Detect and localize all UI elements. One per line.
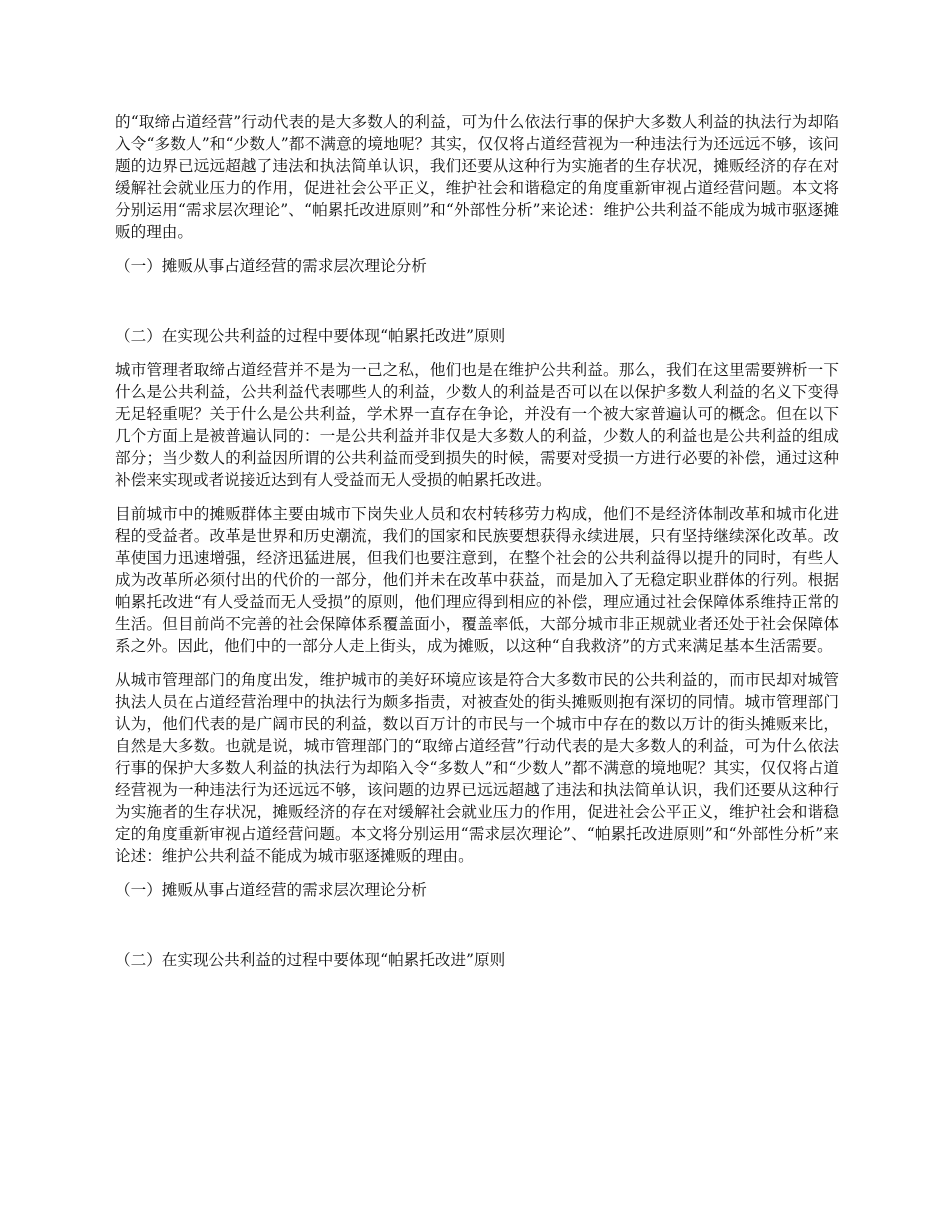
section-heading: （二）在实现公共利益的过程中要体现“帕累托改进”原则	[115, 327, 506, 345]
section-heading: （一）摊贩从事占道经营的需求层次理论分析	[115, 257, 427, 275]
document-page	[115, 111, 839, 971]
spacer	[115, 901, 839, 949]
spacer	[115, 347, 839, 359]
section-heading: （二）在实现公共利益的过程中要体现“帕累托改进”原则	[115, 951, 506, 969]
spacer	[115, 277, 839, 325]
body-paragraph: 城市管理者取缔占道经营并不是为一己之私，他们也是在维护公共利益。那么，我们在这里需要辨析一下什么是公共利益，公共利益代表哪些人的利益，少数人的利益是否可以在以保护多数人利益的名义下变得无足轻重呢？关于什么是公共利益，学术界一直存在争论，并没有一个被大家普遍认可的概念。但在以下几个方面上是被普遍认同的：一是公共利益并非仅是大多数人的利益，少数人的利益也是公共利益的组成部分；当少数人的利益因所谓的公共利益而受到损失的时候，需要对受损一方进行必要的补偿，通过这种补偿来实现或者说接近达到有人受益而无人受损的帕累托改进。	[115, 361, 839, 489]
body-paragraph: 从城市管理部门的角度出发，维护城市的美好环境应该是符合大多数市民的公共利益的，而市民却对城管执法人员在占道经营治理中的执法行为颇多指责，对被查处的街头摊贩则抱有深切的同情。城市管理部门认为，他们代表的是广阔市民的利益，数以百万计的市民与一个城市中存在的数以万计的街头摊贩来比，自然是大多数。也就是说，城市管理部门的“取缔占道经营”行动代表的是大多数人的利益，可为什么依法行事的保护大多数人利益的执法行为却陷入令“多数人”和“少数人”都不满意的境地呢？其实，仅仅将占道经营视为一种违法行为还远远不够，该问题的边界已远远超越了违法和执法简单认识，我们还要从这种行为实施者的生存状况，摊贩经济的存在对缓解社会就业压力的作用，促进社会公平正义，维护社会和谐稳定的角度重新审视占道经营问题。本文将分别运用“需求层次理论”、“帕累托改进原则”和“外部性分析”来论述：维护公共利益不能成为城市驱逐摊贩的理由。	[115, 671, 839, 865]
section-heading: （一）摊贩从事占道经营的需求层次理论分析	[115, 881, 427, 899]
body-paragraph: 目前城市中的摊贩群体主要由城市下岗失业人员和农村转移劳力构成，他们不是经济体制改革和城市化进程的受益者。改革是世界和历史潮流，我们的国家和民族要想获得永续进展，只有坚持继续深化改革。改革使国力迅速增强，经济迅猛进展，但我们也要注意到，在整个社会的公共利益得以提升的同时，有些人成为改革所必须付出的代价的一部分，他们并未在改革中获益，而是加入了无稳定职业群体的行列。根据帕累托改进“有人受益而无人受损”的原则，他们理应得到相应的补偿，理应通过社会保障体系维持正常的生活。但目前尚不完善的社会保障体系覆盖面小，覆盖率低，大部分城市非正规就业者还处于社会保障体系之外。因此，他们中的一部分人走上街头，成为摊贩，以这种“自我救济”的方式来满足基本生活需要。	[115, 505, 839, 655]
body-paragraph: 的“取缔占道经营”行动代表的是大多数人的利益，可为什么依法行事的保护大多数人利益的执法行为却陷入令“多数人”和“少数人”都不满意的境地呢？其实，仅仅将占道经营视为一种违法行为还远远不够，该问题的边界已远远超越了违法和执法简单认识，我们还要从这种行为实施者的生存状况，摊贩经济的存在对缓解社会就业压力的作用，促进社会公平正义，维护社会和谐稳定的角度重新审视占道经营问题。本文将分别运用“需求层次理论”、“帕累托改进原则”和“外部性分析”来论述：维护公共利益不能成为城市驱逐摊贩的理由。	[115, 113, 839, 241]
